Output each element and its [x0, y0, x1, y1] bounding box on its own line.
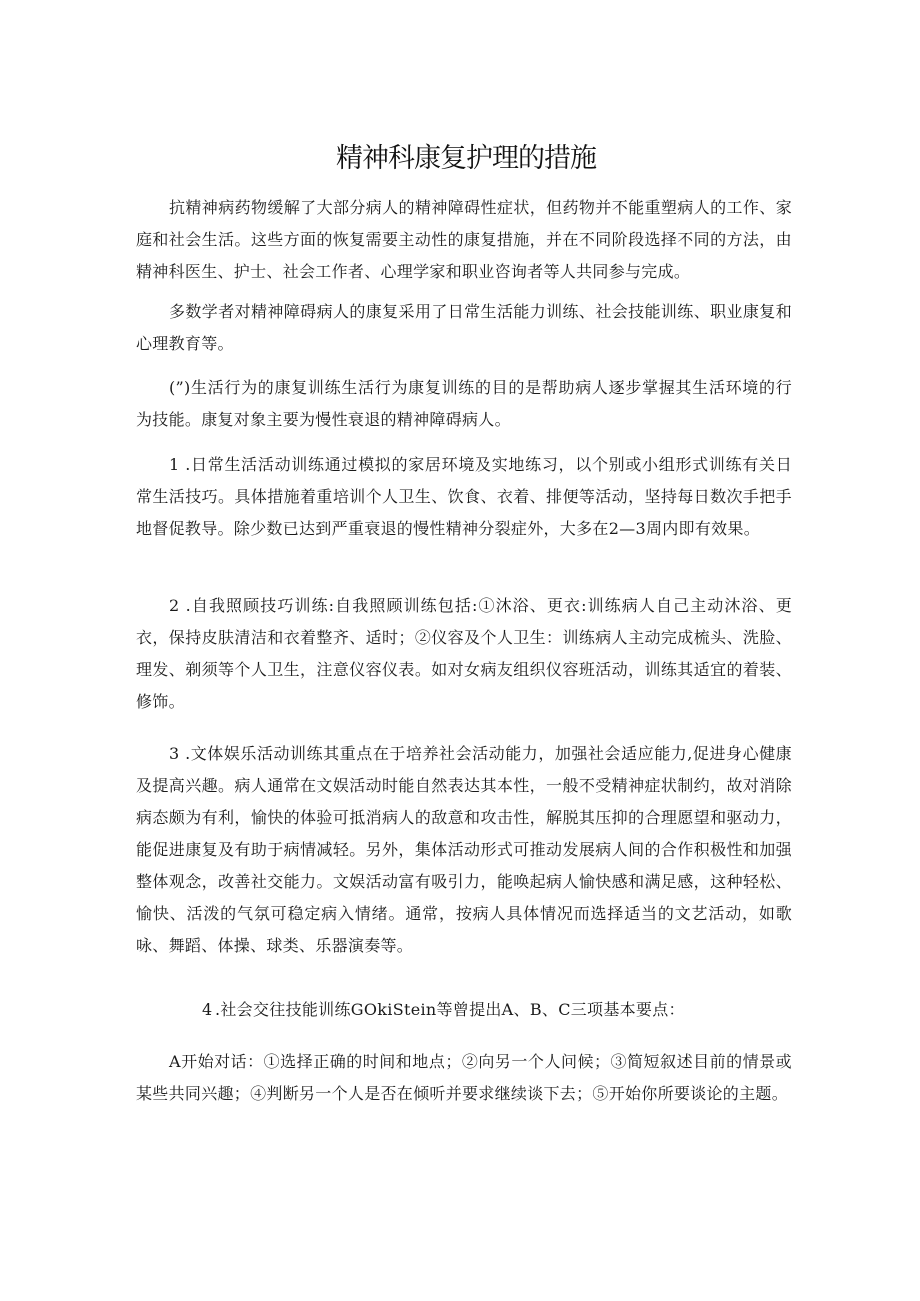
item-number: 4 — [202, 1000, 213, 1019]
paragraph-recreation-training: 3 .文体娱乐活动训练其重点在于培养社会活动能力，加强社会适应能力,促进身心健康及提高兴趣。病人通常在文娱活动时能自然表达其本性，一般不受精神症状制约，故对消除病态颇为有利，愉快的体验可抵消病人的敌意和攻击性，解脱其压抑的合理愿望和驱动力，能促进康复及有助于病情减轻。另外，集体活动形式可推动发展病人间的合作积极性和加强整体观念，改善社交能力。文娱活动富有吸引力，能唤起病人愉快感和满足感，这种轻松、愉快、活泼的气氛可稳定病入情绪。通常，按病人具体情况而选择适当的文艺活动，如歌咏、舞蹈、体操、球类、乐器演奏等。 — [136, 744, 792, 955]
paragraph-start-conversation: A开始对话：①选择正确的时间和地点；②向另一个人问候；③简短叙述目前的情景或某些共同兴趣；④判断另一个人是否在倾听并要求继续谈下去；⑤开始你所要谈论的主题。 — [136, 1052, 792, 1103]
paragraph-daily-living-training: 1 .日常生活活动训练通过模拟的家居环境及实地练习，以个别或小组形式训练有关日常生活技巧。具体措施着重培训个人卫生、饮食、衣着、排便等活动，坚持每日数次手把手地督促教导。除少数已达到严重衰退的慢性精神分裂症外，大多在2—3周内即有效果。 — [136, 455, 792, 538]
paragraph-social-skills-training — [136, 994, 792, 1026]
paragraph-living-behavior: (”)生活行为的康复训练生活行为康复训练的目的是帮助病人逐步掌握其生活环境的行为技能。康复对象主要为慢性衰退的精神障碍病人。 — [136, 378, 792, 429]
paragraph-rehab-methods: 多数学者对精神障碍病人的康复采用了日常生活能力训练、社会技能训练、职业康复和心理教育等。 — [136, 302, 792, 353]
paragraph-self-care-training: 2 .自我照顾技巧训练:自我照顾训练包括:①沐浴、更衣:训练病人自己主动沐浴、更衣，保持皮肤清洁和衣着整齐、适时；②仪容及个人卫生：训练病人主动完成梳头、洗脸、理发、剃须等个人卫生，注意仪容仪表。如对女病友组织仪容班活动，训练其适宜的着装、修饰。 — [136, 596, 792, 711]
paragraph-intro: 抗精神病药物缓解了大部分病人的精神障碍性症状，但药物并不能重塑病人的工作、家庭和社会生活。这些方面的恢复需要主动性的康复措施，并在不同阶段选择不同的方法，由精神科医生、护士、社会工作者、心理学家和职业咨询者等人共同参与完成。 — [136, 198, 792, 281]
item-text: .社会交往技能训练GOkiStein等曾提出A、B、C三项基本要点： — [215, 1000, 685, 1019]
document-title: 精神科康复护理的措施 — [336, 143, 596, 174]
